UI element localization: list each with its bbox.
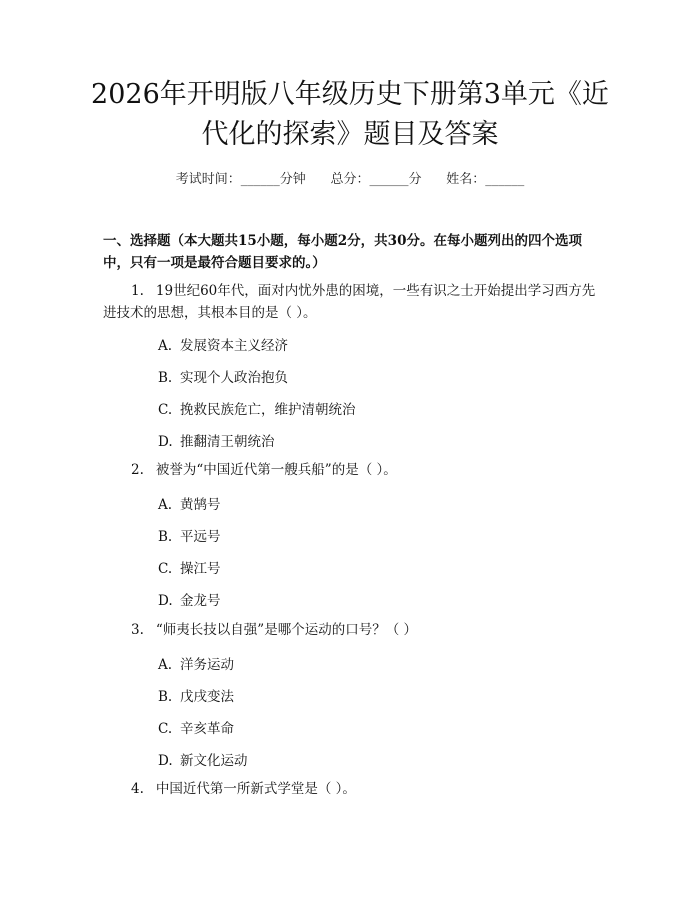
question-2 — [103, 459, 600, 481]
question-text: “师夷长技以自强”是哪个运动的口号？（ ） — [155, 622, 417, 638]
option-text: 新文化运动 — [180, 753, 248, 769]
option-1a[interactable] — [158, 334, 288, 354]
question-4 — [103, 778, 600, 800]
option-2b[interactable] — [158, 525, 221, 545]
option-1d[interactable] — [158, 430, 275, 450]
option-1c[interactable] — [158, 398, 356, 418]
option-2a[interactable] — [158, 493, 221, 513]
question-3 — [103, 619, 600, 641]
option-text: 戊戌变法 — [180, 689, 234, 705]
question-number: 1. — [131, 283, 144, 299]
option-3b[interactable] — [158, 685, 234, 705]
option-3a[interactable] — [158, 653, 234, 673]
option-letter: B. — [158, 529, 173, 545]
document-title: 2026年开明版八年级历史下册第3单元《近代化的探索》题目及答案 — [91, 79, 609, 150]
option-letter: B. — [158, 689, 173, 705]
option-text: 金龙号 — [180, 593, 221, 609]
option-letter: C. — [158, 402, 173, 418]
option-letter: A. — [158, 497, 173, 513]
option-2d[interactable] — [158, 589, 221, 609]
exam-info-line: 考试时间：______分钟 总分：______分 姓名：______ — [175, 172, 525, 187]
option-text: 平远号 — [180, 529, 221, 545]
question-1 — [103, 280, 600, 324]
question-text: 被誉为“中国近代第一艘兵船”的是（ ）。 — [155, 462, 397, 478]
question-number: 4. — [131, 781, 144, 797]
option-text: 挽救民族危亡，维护清朝统治 — [180, 402, 356, 418]
option-text: 洋务运动 — [180, 657, 234, 673]
option-letter: A. — [158, 657, 173, 673]
option-text: 辛亥革命 — [180, 721, 234, 737]
option-letter: D. — [158, 434, 173, 450]
option-text: 实现个人政治抱负 — [180, 370, 288, 386]
question-text: 19世纪60年代，面对内忧外患的困境，一些有识之士开始提出学习西方先进技术的思想，其根本目的是（ ）。 — [103, 283, 596, 321]
option-text: 推翻清王朝统治 — [180, 434, 275, 450]
option-3c[interactable] — [158, 717, 234, 737]
option-letter: A. — [158, 338, 173, 354]
question-number: 2. — [131, 462, 144, 478]
option-letter: D. — [158, 753, 173, 769]
option-1b[interactable] — [158, 366, 288, 386]
option-letter: C. — [158, 721, 173, 737]
question-number: 3. — [131, 622, 144, 638]
option-text: 操江号 — [180, 561, 221, 577]
section-heading: 一、选择题（本大题共15小题，每小题2分，共30分。在每小题列出的四个选项中，只有一项是最符合题目要求的。） — [103, 233, 582, 271]
option-3d[interactable] — [158, 749, 248, 769]
option-letter: D. — [158, 593, 173, 609]
option-letter: C. — [158, 561, 173, 577]
option-text: 发展资本主义经济 — [180, 338, 288, 354]
option-2c[interactable] — [158, 557, 221, 577]
option-text: 黄鹄号 — [180, 497, 221, 513]
option-letter: B. — [158, 370, 173, 386]
question-text: 中国近代第一所新式学堂是（ ）。 — [155, 781, 356, 797]
